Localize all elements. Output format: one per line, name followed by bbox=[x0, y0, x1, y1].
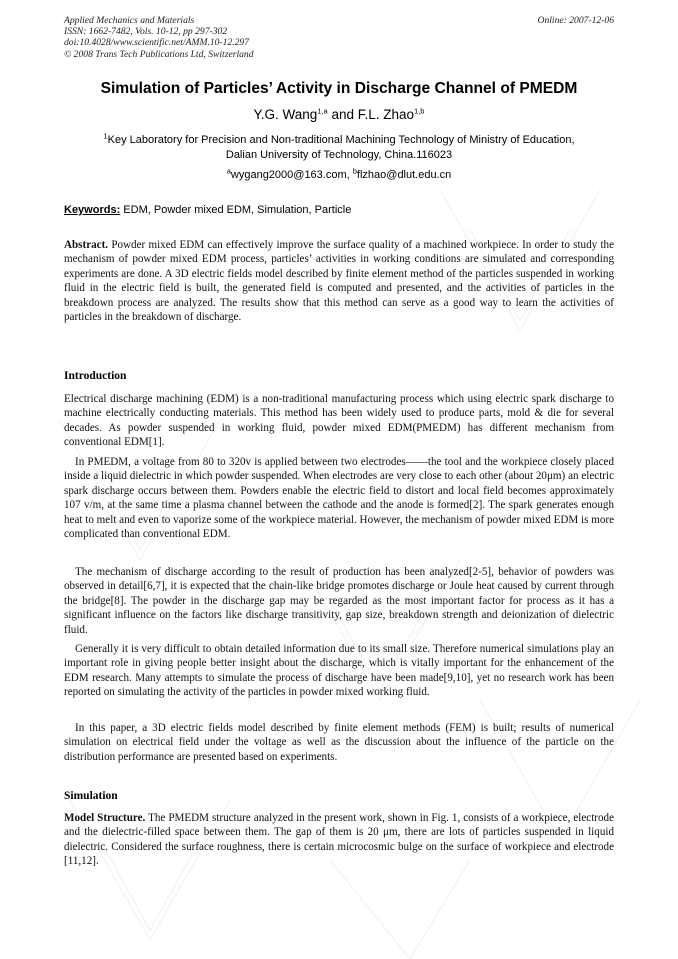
simulation-paragraph-1 bbox=[64, 811, 614, 869]
journal-doi: doi:10.4028/www.scientific.net/AMM.10-12.297 bbox=[64, 37, 250, 49]
heading-simulation: Simulation bbox=[64, 790, 118, 802]
keywords-label: Keywords: bbox=[64, 204, 121, 216]
email-b: flzhao@dlut.edu.cn bbox=[356, 169, 452, 181]
keywords bbox=[64, 204, 616, 216]
intro-paragraph-3: The mechanism of discharge according to the result of production has been analyzed[2-5], behavior of powders was observed in detail[6,7], it is expected that the chain-like bridge promotes discharge or Joule heat caused by current through the bridge[8]. The powder in the discharge gap may be regarded as the most important factor for process as it has a significant influence on the factors like discharge transitivity, gap size, breakdown strength and deionization of dielectric fluid. bbox=[64, 566, 614, 636]
author-line bbox=[40, 107, 638, 122]
journal-header bbox=[64, 15, 254, 60]
abstract-text: Powder mixed EDM can effectively improve the surface quality of a machined workpiece. In order to study the mechanism of powder mixed EDM process, particles’ activities in working conditions are simulated and corresponding experiments are done. A 3D electric fields model described by finite element method of the particles suspended in working fluid in the electric field is built, the generated field is computed and presented, and the activities of particles in the breakdown process are analyzed. The results show that this method can serve as a good way to learn the activities of particles in the breakdown of discharge. bbox=[64, 239, 614, 324]
author-conjunction: and bbox=[327, 107, 358, 122]
journal-copyright: © 2008 Trans Tech Publications Ltd, Switzerland bbox=[64, 48, 254, 60]
intro-paragraph-1: Electrical discharge machining (EDM) is a non-traditional manufacturing process which using electric spark discharge to machine electrically conducting materials. This method has been widely used to produce parts, mold & die for several decades. As powder suspended in working fluid, powder mixed EDM(PMEDM) has different mechanism from conventional EDM[1]. bbox=[64, 393, 614, 449]
affiliation bbox=[40, 133, 638, 162]
author-emails bbox=[40, 166, 638, 181]
model-structure-label: Model Structure. bbox=[64, 812, 146, 824]
intro-paragraph-4: Generally it is very difficult to obtain detailed information due to its small size. Therefore numerical simulations play an important role in giving people better insight about the discharge, which is vitally important for the enhancement of the EDM research. Many attempts to simulate the process of discharge have been made[9,10], yet no research work has been reported on simulating the activity of the particles in powder mixed working fluid. bbox=[64, 643, 614, 699]
intro-paragraph-2: In PMEDM, a voltage from 80 to 320v is applied between two electrodes——the tool and the workpiece closely placed inside a liquid dielectric in which powder suspended. When electrodes are very close to each other (about 20μm) an electric spark discharge occurs between them. Powders enable the electric field to distort and local field becomes approximately 107 v/m, at the same time a plasma channel between the cathode and the anode is formed[2]. The spark generates enough heat to melt and even to vaporize some of the workpiece material. However, the mechanism of powder mixed EDM is more complicated than conventional EDM. bbox=[64, 456, 614, 541]
journal-issn: ISSN: 1662-7482, Vols. 10-12, pp 297-302 bbox=[64, 26, 228, 38]
email-a: wygang2000@163.com, bbox=[230, 169, 353, 181]
heading-introduction: Introduction bbox=[64, 370, 127, 382]
affiliation-mark: 1 bbox=[103, 131, 108, 141]
affiliation-line-1: Key Laboratory for Precision and Non-traditional Machining Technology of Ministry of Education, bbox=[107, 134, 575, 146]
paper-title: Simulation of Particles’ Activity in Discharge Channel of PMEDM bbox=[100, 80, 578, 97]
author-2-affiliation-mark: 1,b bbox=[414, 106, 425, 116]
abstract-label: Abstract. bbox=[64, 239, 109, 251]
abstract bbox=[64, 238, 614, 325]
author-1-affiliation-mark: 1,a bbox=[317, 106, 328, 116]
author-2-name: F.L. Zhao bbox=[357, 107, 415, 122]
email-b-mark: b bbox=[352, 166, 357, 176]
author-1-name: Y.G. Wang bbox=[253, 107, 318, 122]
affiliation-line-2: Dalian University of Technology, China.116023 bbox=[225, 148, 453, 161]
email-a-mark: a bbox=[226, 166, 231, 176]
online-date: Online: 2007-12-06 bbox=[537, 15, 614, 26]
journal-name: Applied Mechanics and Materials bbox=[64, 15, 195, 26]
model-structure-text: The PMEDM structure analyzed in the present work, shown in Fig. 1, consists of a workpiece, electrode and the dielectric-filled space between them. The gap of them is 20 μm, there are lots of particles suspended in liquid dielectric. Considered the surface roughness, there is certain microcosmic bulge on the surface of workpiece and electrode [11,12]. bbox=[64, 812, 614, 868]
intro-paragraph-5: In this paper, a 3D electric fields model described by finite element methods (FEM) is built; results of numerical simulation on electrical field under the voltage as well as the discussion about the influence of the particle on the distribution performance are presented based on experiments. bbox=[64, 722, 614, 763]
keywords-list: EDM, Powder mixed EDM, Simulation, Particle bbox=[120, 204, 352, 216]
